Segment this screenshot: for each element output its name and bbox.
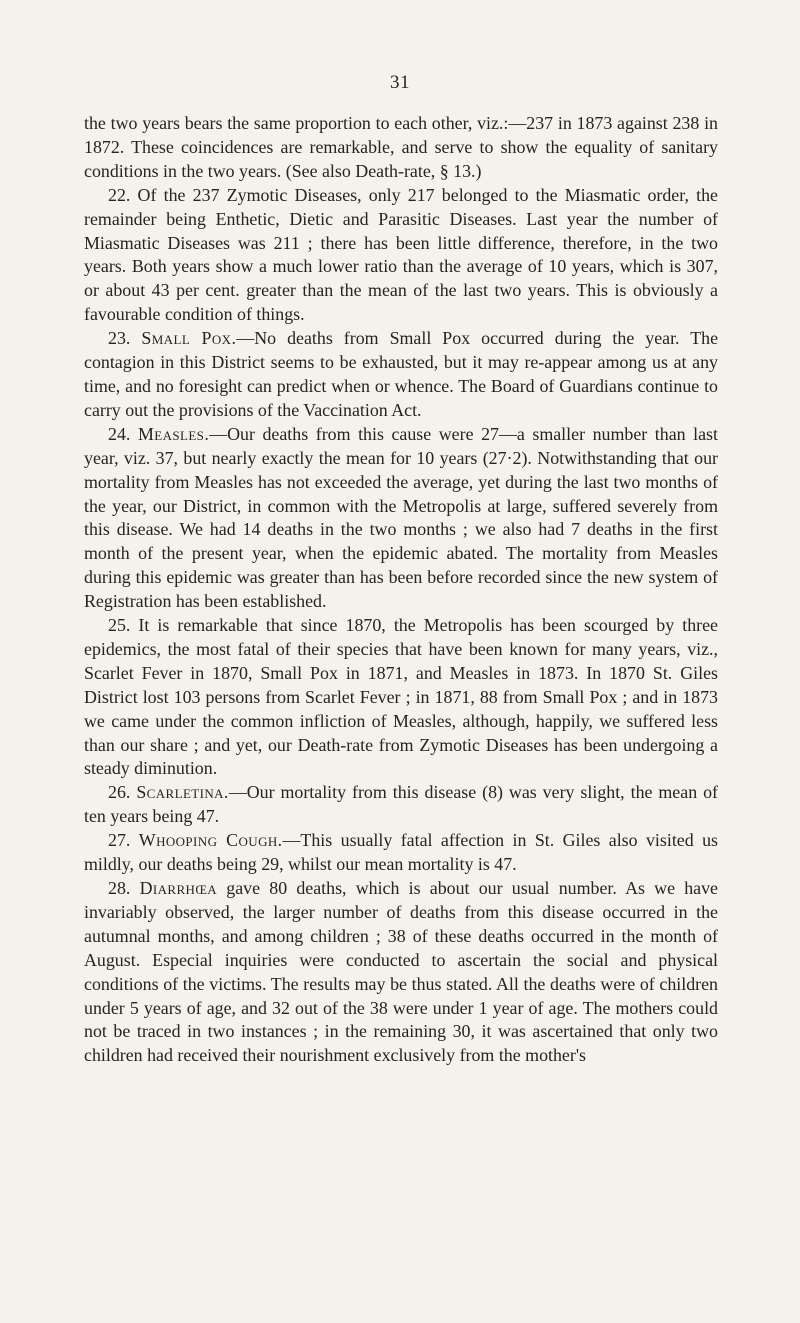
paragraph-25-epidemics: [84, 614, 718, 781]
section-heading: Scarletina.: [136, 782, 229, 803]
paragraph-text: —This usually fatal affection in St. Giles also visited us mildly, our deaths being 29, whilst our mean mortality is 47.: [84, 830, 718, 875]
section-heading: Small Pox.: [141, 328, 237, 349]
paragraph-number: 27.: [108, 830, 131, 851]
section-heading: Measles.: [137, 423, 210, 444]
paragraph-23-small-pox: [84, 327, 718, 423]
paragraph-text: 25. It is remarkable that since 1870, the Metropolis has been scourged by three epidemics, the most fatal of their species that have been known for many years, viz., Scarlet Fever in 1870, Small Pox in 1871, and Measles in 1873. In 1870 St. Giles District lost 103 persons from Scarlet Fever ; in 1871, 88 from Small Pox ; and in 1873 we came under the common infliction of Measles, although, happily, we suffered less than our share ; and yet, our Death-rate from Zymotic Diseases has been undergoing a steady diminution.: [84, 615, 718, 779]
section-heading: Whooping Cough.: [138, 830, 283, 851]
section-heading: Diarrhœa: [139, 878, 218, 898]
paragraph-26-scarletina: [84, 781, 718, 829]
paragraph-number: 23.: [108, 328, 131, 349]
paragraph-number: 24.: [108, 423, 131, 444]
paragraph-24-measles: [84, 423, 718, 614]
paragraph-text: —Our mortality from this disease (8) was very slight, the mean of ten years being 47.: [84, 782, 718, 827]
paragraph-text: gave 80 deaths, which is about our usual number. As we have invariably observed, the larger number of deaths from this disease occurred in the autumnal months, and among children ; 38 of these deaths occurred in the month of August. Especial inquiries were conducted to ascertain the social and physical conditions of the victims. The results may be thus stated. All the deaths were of children under 5 years of age, and 32 out of the 38 were under 1 year of age. The mothers could not be traced in two instances ; in the remaining 30, it was ascertained that only two children had received their nourishment exclusively from the mother's: [84, 878, 718, 1066]
paragraph-text: —Our deaths from this cause were 27—a smaller number than last year, viz. 37, but nearly exactly the mean for 10 years (27·2). Notwithstanding that our mortality from Measles has not exceeded the average, yet during the last two months of the year, our District, in common with the Metropolis at large, suffered severely from this disease. We had 14 deaths in the two months ; we also had 7 deaths in the first month of the present year, when the epidemic abated. The mortality from Measles during this epidemic was greater than has been before recorded since the new system of Registration has been established.: [84, 423, 718, 612]
paragraph-28-diarrhoea: [84, 877, 718, 1068]
paragraph-text: 22. Of the 237 Zymotic Diseases, only 217 belonged to the Miasmatic order, the remainder being Enthetic, Dietic and Parasitic Diseases. Last year the number of Miasmatic Diseases was 211 ; there has been little difference, therefore, in the two years. Both years show a much lower ratio than the average of 10 years, which is 307, or about 43 per cent. greater than the mean of the last two years. This is obviously a favourable condition of things.: [84, 184, 718, 325]
paragraph-number: 26.: [108, 782, 131, 803]
paragraph-continuation: [84, 112, 718, 184]
paragraph-text: the two years bears the same proportion to each other, viz.:—237 in 1873 against 238 in 1872. These coincidences are remarkable, and serve to show the equality of sanitary conditions in the two years. (See also Death-rate, § 13.): [84, 113, 718, 181]
body-text: [84, 112, 718, 1068]
paragraph-22-zymotic-diseases: [84, 184, 718, 327]
paragraph-27-whooping-cough: [84, 829, 718, 877]
paragraph-text: —No deaths from Small Pox occurred during the year. The contagion in this District seems to be exhausted, but it may re-appear among us at any time, and no foresight can predict when or whence. The Board of Guardians continue to carry out the provisions of the Vaccination Act.: [84, 328, 719, 420]
paragraph-number: 28.: [108, 878, 131, 898]
page-number: 31: [390, 72, 410, 93]
